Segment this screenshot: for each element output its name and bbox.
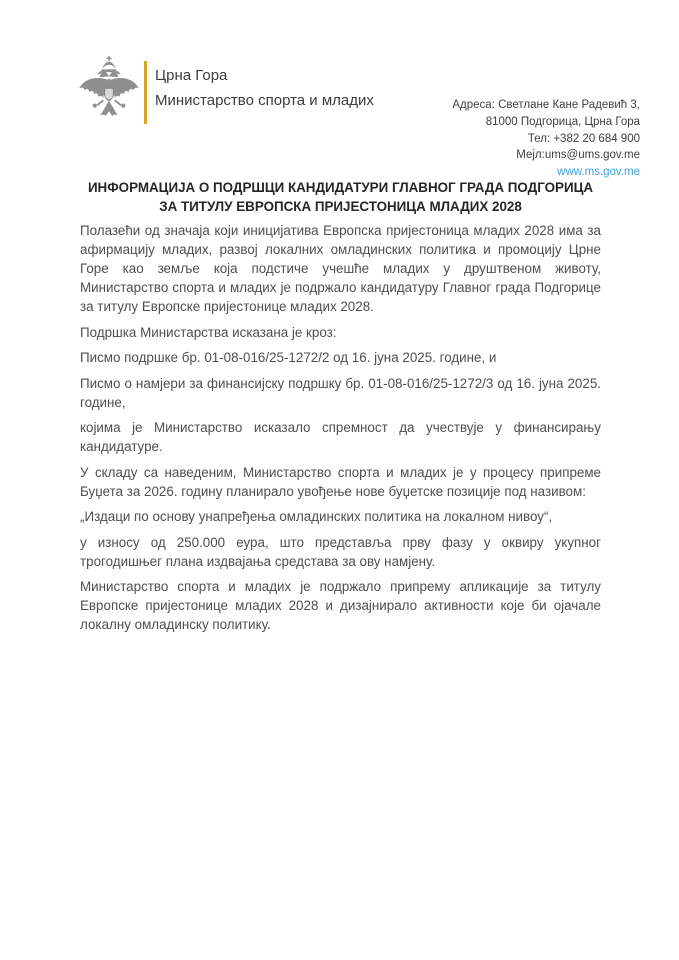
- coat-of-arms-icon: [78, 56, 140, 128]
- email-line: Мејл:ums@ums.gov.me: [516, 149, 640, 162]
- website-link[interactable]: www.ms.gov.me: [557, 166, 640, 179]
- gold-divider: [144, 61, 147, 124]
- document-content: [80, 179, 601, 634]
- paragraph-budget-line-name: „Издаци по основу унапређења омладинских политика на локалном нивоу“,: [80, 509, 553, 525]
- paragraph-intro: Полазећи од значаја који иницијатива Европска пријестоница младих 2028 има за афирмацију младих, развој локалних омладинских политика и промоцију Црне Горе као земље која подстиче учешће младих у друштвеном животу, Министарство спорта и младих је подржало кандидатуру Главног града Подгорице за титулу Европске пријестонице младих 2028.: [80, 223, 601, 315]
- paragraph-financing-readiness: којима је Министарство исказало спремност да учествује у финансирању кандидатуре.: [80, 420, 601, 455]
- coat-of-arms: [78, 56, 140, 128]
- ministry-name: Министарство спорта и младих: [155, 92, 374, 109]
- paragraph-letter-of-intent: Писмо о намјери за финансијску подршку бр. 01-08-016/25-1272/3 од 16. јуна 2025. године,: [80, 375, 601, 410]
- paragraph-letter-of-support: Писмо подршке бр. 01-08-016/25-1272/2 од 16. јуна 2025. године, и: [80, 350, 497, 366]
- paragraph-application-support: Министарство спорта и младих је подржало припрему апликације за титулу Европске пријестонице младих 2028 и дизајнирало активности које би ојачале локалну омладинску политику.: [80, 579, 601, 633]
- country-name: Црна Гора: [155, 67, 228, 84]
- paragraph-amount: у износу од 250.000 еура, што представља прву фазу у оквиру укупног трогодишњег плана издвајања средстава за ову намјену.: [80, 534, 601, 569]
- paragraph-budget-plan: У складу са наведеним, Министарство спорта и младих је у процесу припреме Буџета за 2026. годину планирало увођење нове буџетске позиције под називом:: [80, 464, 601, 499]
- phone-line: Тел: +382 20 684 900: [527, 132, 640, 145]
- organization-block: [155, 63, 374, 113]
- contact-block: [452, 97, 640, 181]
- address-line-1: Адреса: Светлане Кане Радевић 3,: [452, 99, 640, 111]
- address-line-2: 81000 Подгорица, Црна Гора: [485, 115, 640, 128]
- paragraph-support-lead: Подршка Министарства исказана је кроз:: [80, 324, 337, 340]
- document-title: ИНФОРМАЦИЈА О ПОДРШЦИ КАНДИДАТУРИ ГЛАВНОГ ГРАДА ПОДГОРИЦА ЗА ТИТУЛУ ЕВРОПСКА ПРИЈЕСТОНИЦА МЛАДИХ 2028: [87, 180, 594, 214]
